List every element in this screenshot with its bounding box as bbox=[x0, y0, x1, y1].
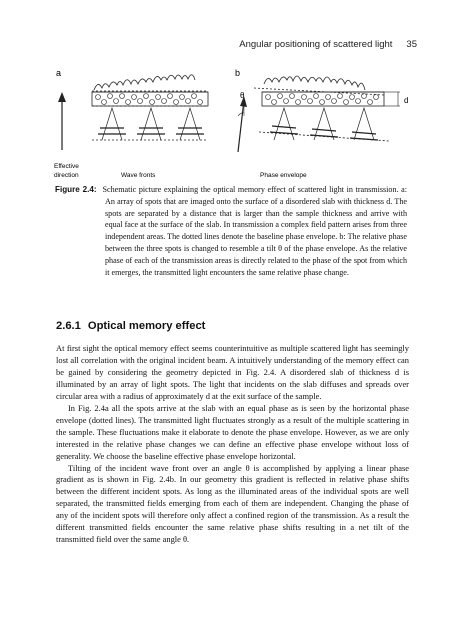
section-number: 2.6.1 bbox=[56, 320, 81, 332]
effective-label: Effective bbox=[54, 163, 79, 170]
panel-b bbox=[238, 76, 400, 152]
wave-fronts-label: Wave fronts bbox=[121, 172, 156, 179]
header-title: Angular positioning of scattered light bbox=[239, 39, 393, 50]
paragraph: Tilting of the incident wave front over an angle θ is accomplished by applying a linear phase gradient as is shown in Fig. 2.4b. In our geometry this gradient is reflected in relative phase shifts between the different incident spots. As long as the illuminated areas of the individual spots are well separated, the transmitted fields emerging from each of them are independent. Changing the phase of any of the incident spots will therefore only affect a confined region of the transmission. As a result the different transmitted fields encounter the same relative phase shifts resulting in a net tilt of the transmitted field over the same angle θ. bbox=[56, 462, 409, 545]
caption-label: Figure 2.4: bbox=[55, 185, 97, 194]
page-number: 35 bbox=[406, 39, 417, 50]
panel-b-label: b bbox=[235, 68, 241, 78]
caption-text: Schematic picture explaining the optical memory effect of scattered light in transmission. a: An array of spots that are imaged onto the surface of a disordered slab with thickness d. The spots are separated by a distance that is larger than the sample thickness and arrive with equal face at the surface of the slab. In transmission a complex field pattern arises from three independent areas. The dotted lines denote the baseline phase envelope. b: The relative phase between the three spots is changed to resemble a tilt θ of the phase envelope. As the relative phase of each of the transmission areas is directly related to the phase of the spot from which it emerges, the transmitted light encounters the same relative phase change. bbox=[102, 185, 407, 277]
tilted-transmitted-field bbox=[264, 76, 365, 90]
phase-envelope-label: Phase envelope bbox=[260, 172, 307, 179]
thickness-label: d bbox=[404, 96, 409, 105]
figure-2-4 bbox=[54, 62, 424, 182]
panel-a bbox=[58, 75, 208, 150]
body-text bbox=[56, 343, 409, 546]
figure-caption bbox=[55, 184, 407, 278]
running-header bbox=[239, 39, 417, 50]
transmitted-field bbox=[94, 75, 195, 90]
paragraph: In Fig. 2.4a all the spots arrive at the slab with an equal phase as is seen by the horizontal phase envelope (dotted lines). The transmitted light fluctuates strongly as a result of the multiple scattering in the sample. These fluctuations make it elaborate to denote the phase envelope. However, as we are only interested in the relative phase changes we can define an effective phase envelope without loss of generality. We choose the baseline effective phase envelope horizontal. bbox=[56, 402, 409, 461]
section-title: Optical memory effect bbox=[87, 320, 206, 332]
direction-label: direction bbox=[54, 172, 79, 179]
theta-label: θ bbox=[240, 91, 245, 100]
paragraph: At first sight the optical memory effect seems counterintuitive as multiple scattered light has seemingly lost all correlation with the original incident beam. A intuitively understanding of the memory effect can be gained by considering the geometry depicted in Fig. 2.4. A disordered slab of thickness d is illuminated by an array of light spots. The light that incidents on the slab diffuses and spreads over circular area with a radius of approximately d at the exit surface of the sample. bbox=[56, 343, 409, 401]
panel-a-label: a bbox=[56, 68, 62, 78]
section-heading bbox=[56, 320, 205, 332]
